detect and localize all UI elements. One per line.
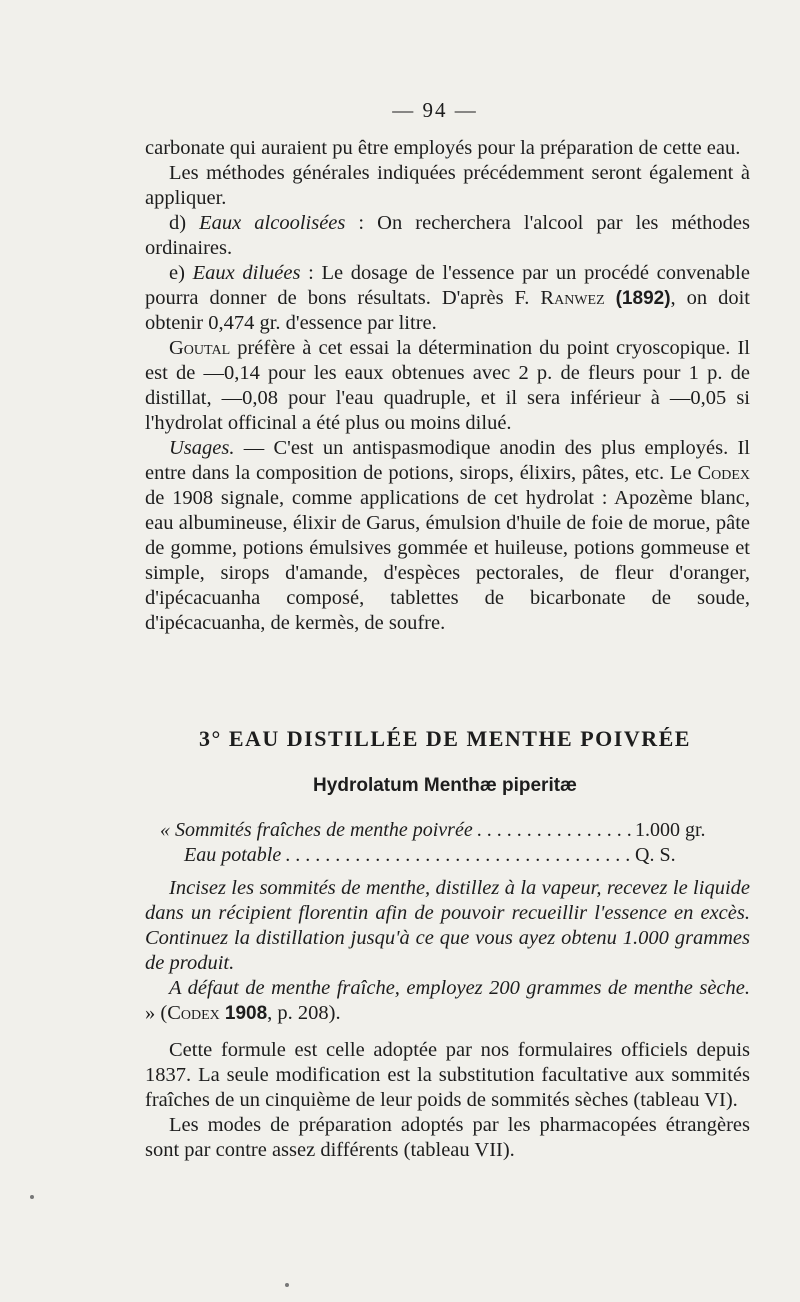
paragraph-a-defaut xyxy=(145,976,750,1026)
paragraph-eaux-diluees-text-b: , on doit obtenir 0,474 gr. d'essence par litre. xyxy=(145,287,750,334)
year-1908: 1908 xyxy=(224,1003,268,1024)
term-eaux-alcoolisees: Eaux alcoolisées xyxy=(199,212,346,234)
list-label-d: d) xyxy=(169,212,200,234)
author-ranwez: Ranwez xyxy=(540,287,605,309)
author-goutal: Goutal xyxy=(169,337,231,359)
term-codex: Codex xyxy=(167,1002,220,1024)
paragraph-methodes: Les méthodes générales indiquées précédemment seront également à appliquer. xyxy=(145,162,750,209)
term-codex: Codex xyxy=(697,462,750,484)
recipe-ingredient: Eau potable xyxy=(184,844,282,866)
recipe-quantity: Q. S. xyxy=(635,844,676,866)
paragraph-usages-text-b: de 1908 signale, comme applications de cet hydrolat : Apozème blanc, eau albumineuse, élixir de Garus, émulsion d'huile de foie de morue, pâte de gomme, potions émulsives gommée et huileuse, potions gommeuse et simple, sirops d'amande, d'espèces pectorales, de fleur d'oranger, d'ipécacuanha composé, tablettes de bicarbonate de soude, d'ipécacuanha, de kermès, de soufre. xyxy=(145,487,750,634)
recipe-row xyxy=(160,843,730,868)
page-reference: , p. 208). xyxy=(267,1002,341,1024)
scan-speck xyxy=(30,1195,34,1199)
paragraph-eaux-diluees-text-a: : Le dosage de l'essence par un procédé convenable pourra donner de bons résultats. D'après F. xyxy=(145,262,750,309)
year-1892: (1892) xyxy=(615,288,671,309)
section-subtitle: Hydrolatum Menthæ piperitæ xyxy=(313,775,577,796)
list-label-e: e) xyxy=(169,262,193,284)
paragraph-usages xyxy=(145,436,750,636)
paragraph-eaux-alcoolisees xyxy=(145,211,750,261)
recipe-row xyxy=(160,818,730,843)
paragraph-goutal xyxy=(145,336,750,436)
paragraph-usages-text-a: — C'est un antispasmodique anodin des plus employés. Il entre dans la composition de potions, sirops, élixirs, pâtes, etc. Le xyxy=(145,437,750,484)
paragraph-modes: Les modes de préparation adoptés par les pharmacopées étrangères sont par contre assez différents (tableau VII). xyxy=(145,1114,750,1161)
quote-close: » ( xyxy=(145,1002,168,1024)
paragraph-incisez: Incisez les sommités de menthe, distillez à la vapeur, recevez le liquide dans un récipient florentin afin de pouvoir recueillir l'essence en excès. Continuez la distillation jusqu'à ce que vous ayez obtenu 1.000 grammes de produit. xyxy=(145,877,750,974)
term-usages: Usages. xyxy=(169,437,235,459)
page-number: — 94 — xyxy=(392,98,478,122)
paragraph-eaux-alcoolisees-text: : On recherchera l'alcool par les méthodes ordinaires. xyxy=(145,212,750,259)
paragraph-formule: Cette formule est celle adoptée par nos formulaires officiels depuis 1837. La seule modification est la substitution facultative aux sommités fraîches de un cinquième de leur poids de sommités sèches (tableau VI). xyxy=(145,1039,750,1111)
recipe-ingredient: « Sommités fraîches de menthe poivrée xyxy=(160,819,473,841)
paragraph-carbonate: carbonate qui auraient pu être employés pour la préparation de cette eau. xyxy=(145,137,741,159)
paragraph-a-defaut-text: A défaut de menthe fraîche, employez 200 grammes de menthe sèche. xyxy=(169,977,750,999)
scan-speck xyxy=(285,1283,289,1287)
recipe-table xyxy=(160,818,730,868)
leader-dots xyxy=(281,843,635,868)
body-text-top xyxy=(145,136,750,636)
section-title: 3° EAU DISTILLÉE DE MENTHE POIVRÉE xyxy=(199,726,691,751)
recipe-quantity: 1.000 gr. xyxy=(635,819,706,841)
body-text-bottom xyxy=(145,876,750,1163)
term-eaux-diluees: Eaux diluées xyxy=(192,262,301,284)
paragraph-eaux-diluees xyxy=(145,261,750,336)
leader-dots xyxy=(473,818,635,843)
paragraph-goutal-text: préfère à cet essai la détermination du point cryoscopique. Il est de —0,14 pour les eaux obtenues avec 2 p. de fleurs pour 1 p. de distillat, —0,08 pour l'eau quadruple, et il sera inférieur à —0,05 si l'hydrolat officinal a été plus ou moins dilué. xyxy=(145,337,750,434)
